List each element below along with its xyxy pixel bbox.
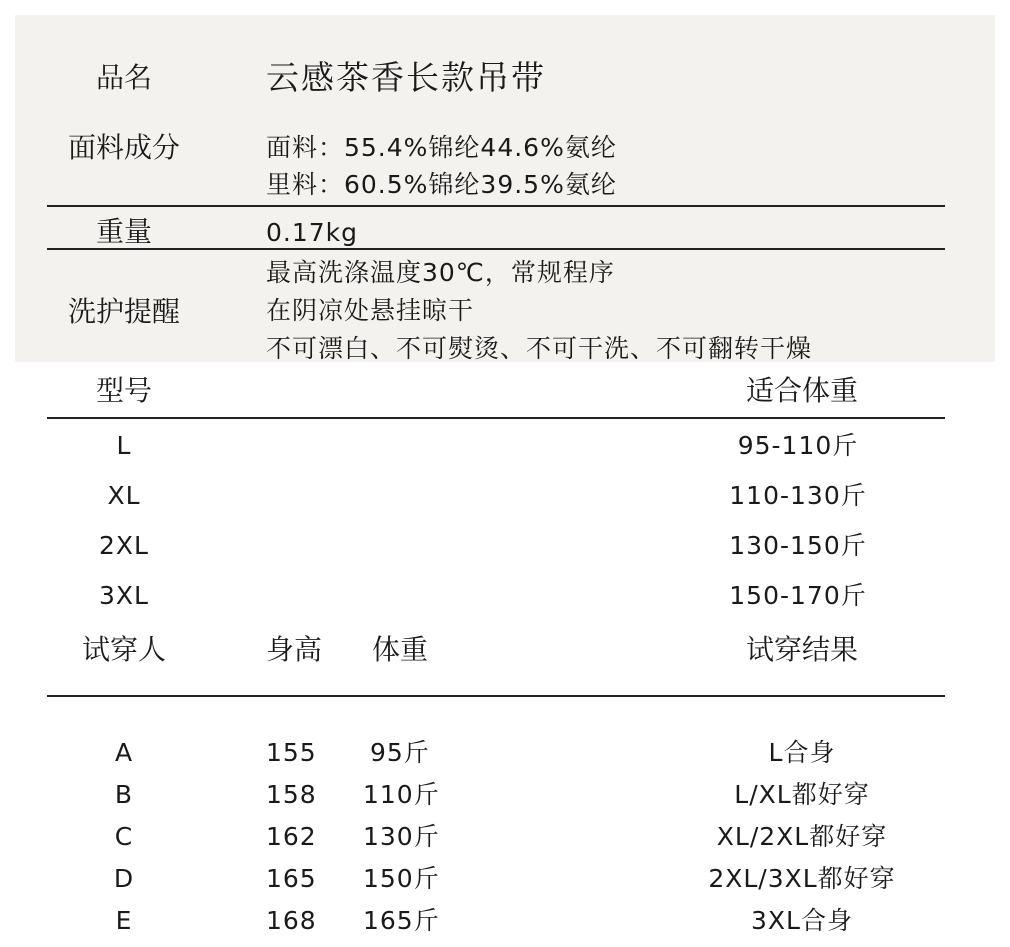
- size-row-2xl-weight: 130-150斤: [729, 531, 867, 560]
- divider: [47, 417, 945, 419]
- size-row-xl-weight: 110-130斤: [729, 481, 867, 510]
- trial-row-d-result: 2XL/3XL都好穿: [708, 864, 896, 893]
- size-row-3xl-weight: 150-170斤: [729, 581, 867, 610]
- trial-row-a-height: 155: [266, 738, 317, 767]
- divider: [47, 205, 945, 207]
- trial-row-b-weight: 110斤: [363, 780, 440, 809]
- trial-row-b-height: 158: [266, 780, 317, 809]
- size-header-weight: 适合体重: [745, 374, 859, 407]
- trial-row-d-person: D: [113, 864, 135, 893]
- trial-row-c-result: XL/2XL都好穿: [716, 822, 888, 851]
- size-row-xl-size: XL: [107, 481, 141, 510]
- size-header-model: 型号: [95, 374, 153, 407]
- trial-row-b-result: L/XL都好穿: [734, 780, 870, 809]
- trial-row-d-height: 165: [266, 864, 317, 893]
- care-line-dry: 在阴凉处悬挂晾干: [266, 296, 475, 325]
- size-row-3xl-size: 3XL: [99, 581, 149, 610]
- trial-header-result: 试穿结果: [745, 633, 859, 666]
- size-row-l-size: L: [116, 431, 132, 460]
- care-line-prohibitions: 不可漂白、不可熨烫、不可干洗、不可翻转干燥: [266, 334, 813, 363]
- trial-row-e-height: 168: [266, 906, 317, 935]
- trial-row-d-weight: 150斤: [363, 864, 440, 893]
- trial-row-a-weight: 95斤: [370, 738, 430, 767]
- trial-header-height: 身高: [266, 633, 323, 666]
- product-name-label: 品名: [95, 61, 153, 94]
- product-name-value: 云感茶香长款吊带: [266, 58, 546, 97]
- trial-row-b-person: B: [114, 780, 134, 809]
- trial-row-c-height: 162: [266, 822, 317, 851]
- fabric-line-lining: 里料：60.5%锦纶39.5%氨纶: [266, 170, 617, 199]
- trial-row-a-person: A: [114, 738, 134, 767]
- trial-row-a-result: L合身: [768, 738, 836, 767]
- weight-value: 0.17kg: [266, 218, 359, 247]
- trial-row-c-weight: 130斤: [363, 822, 440, 851]
- fabric-label: 面料成分: [67, 131, 181, 164]
- trial-row-e-weight: 165斤: [363, 906, 440, 935]
- fabric-line-outer: 面料：55.4%锦纶44.6%氨纶: [266, 133, 617, 162]
- trial-row-c-person: C: [114, 822, 134, 851]
- size-row-l-weight: 95-110斤: [737, 431, 859, 460]
- divider: [47, 695, 945, 697]
- trial-row-e-person: E: [115, 906, 133, 935]
- care-label: 洗护提醒: [67, 295, 181, 328]
- weight-label: 重量: [95, 215, 153, 248]
- trial-row-e-result: 3XL合身: [751, 906, 853, 935]
- divider: [47, 248, 945, 250]
- trial-header-weight: 体重: [372, 633, 429, 666]
- care-line-wash: 最高洗涤温度30℃，常规程序: [266, 258, 615, 287]
- size-row-2xl-size: 2XL: [99, 531, 149, 560]
- trial-header-person: 试穿人: [81, 633, 167, 666]
